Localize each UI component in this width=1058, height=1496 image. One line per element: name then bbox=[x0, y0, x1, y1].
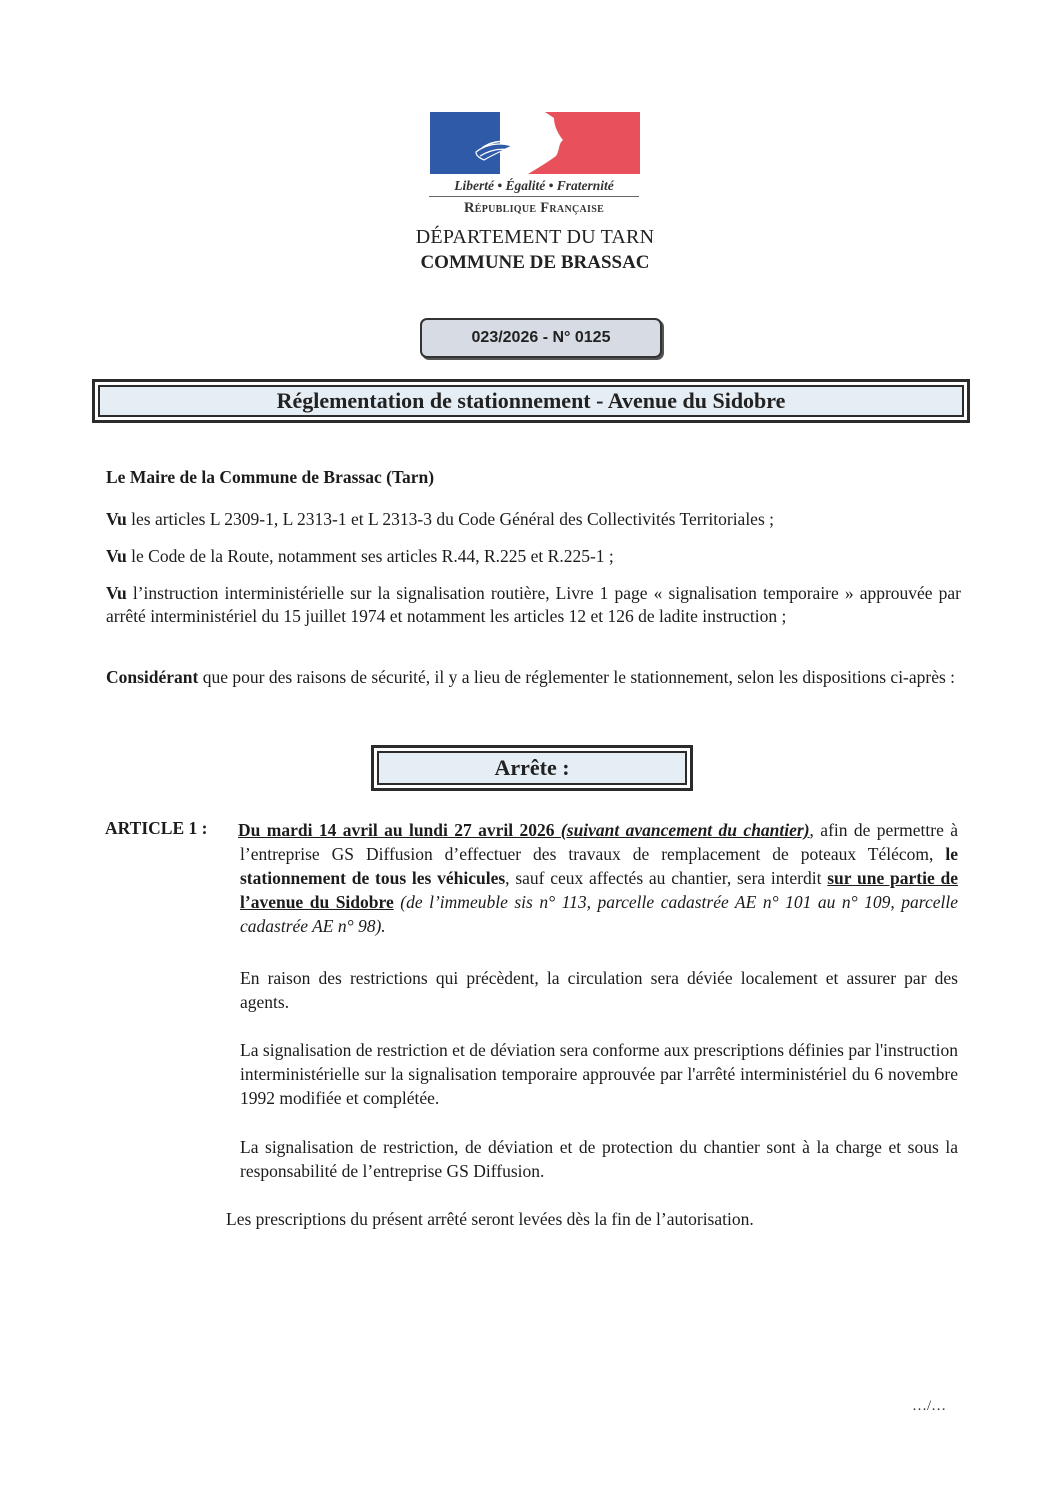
article-1-paragraph-5: Les prescriptions du présent arrêté seront levées dès la fin de l’autorisation. bbox=[226, 1209, 754, 1229]
article-1-paragraph-3: La signalisation de restriction et de déviation sera conforme aux prescriptions définies par l'instruction interministérielle sur la signalisation temporaire approuvée par l'arrêté interministériel du 6 novembre 1992 modifiée et complétée. bbox=[240, 1040, 958, 1108]
title-box bbox=[92, 379, 970, 423]
mayor-line: Le Maire de la Commune de Brassac (Tarn) bbox=[106, 467, 435, 487]
marianne-flag-icon bbox=[430, 112, 640, 174]
page-continuation: …/… bbox=[912, 1398, 947, 1414]
article-1-paragraph-1: Du mardi 14 avril au lundi 27 avril 2026 (suivant avancement du chantier), afin de permettre à l’entreprise GS Diffusion d’effectuer des travaux de remplacement de poteaux Télécom, le stationnement de tous les véhicules, sauf ceux affectés au chantier, sera interdit sur une partie de l’avenue du Sidobre (de l’immeuble sis n° 113, parcelle cadastrée AE n° 101 au n° 109, parcelle cadastrée AE n° 98). bbox=[238, 820, 958, 936]
considerant-paragraph: Considérant que pour des raisons de sécurité, il y a lieu de réglementer le stationnement, selon les dispositions ci-après : bbox=[106, 667, 956, 687]
document-title: Réglementation de stationnement - Avenue du Sidobre bbox=[276, 388, 786, 413]
motto-divider bbox=[429, 196, 639, 197]
department-label: DÉPARTEMENT DU TARN bbox=[415, 226, 655, 248]
reference-box bbox=[420, 318, 662, 358]
republic-label: République Française bbox=[463, 200, 605, 216]
article-1-label: ARTICLE 1 : bbox=[105, 818, 208, 838]
vu-paragraph-2: Vu le Code de la Route, notamment ses articles R.44, R.225 et R.225-1 ; bbox=[106, 546, 614, 566]
article-1-paragraph-4: La signalisation de restriction, de déviation et de protection du chantier sont à la charge et sous la responsabilité de l’entreprise GS Diffusion. bbox=[240, 1137, 958, 1181]
vu-paragraph-3: Vu l’instruction interministérielle sur la signalisation routière, Livre 1 page « signalisation temporaire » approuvée par arrêté interministériel du 15 juillet 1974 et notamment les articles 12 et 126 de ladite instruction ; bbox=[106, 583, 961, 626]
commune-label: COMMUNE DE BRASSAC bbox=[420, 252, 650, 273]
vu-paragraph-1: Vu les articles L 2309-1, L 2313-1 et L 2313-3 du Code Général des Collectivités Territoriales ; bbox=[106, 509, 775, 529]
marianne-logo bbox=[426, 112, 642, 220]
arrete-heading: Arrête : bbox=[494, 755, 570, 780]
arrete-box bbox=[371, 745, 693, 791]
article-1-paragraph-2: En raison des restrictions qui précèdent, la circulation sera déviée localement et assurer par des agents. bbox=[240, 968, 958, 1012]
motto: Liberté • Égalité • Fraternité bbox=[454, 178, 614, 193]
reference-number: 023/2026 - N° 0125 bbox=[471, 329, 611, 346]
